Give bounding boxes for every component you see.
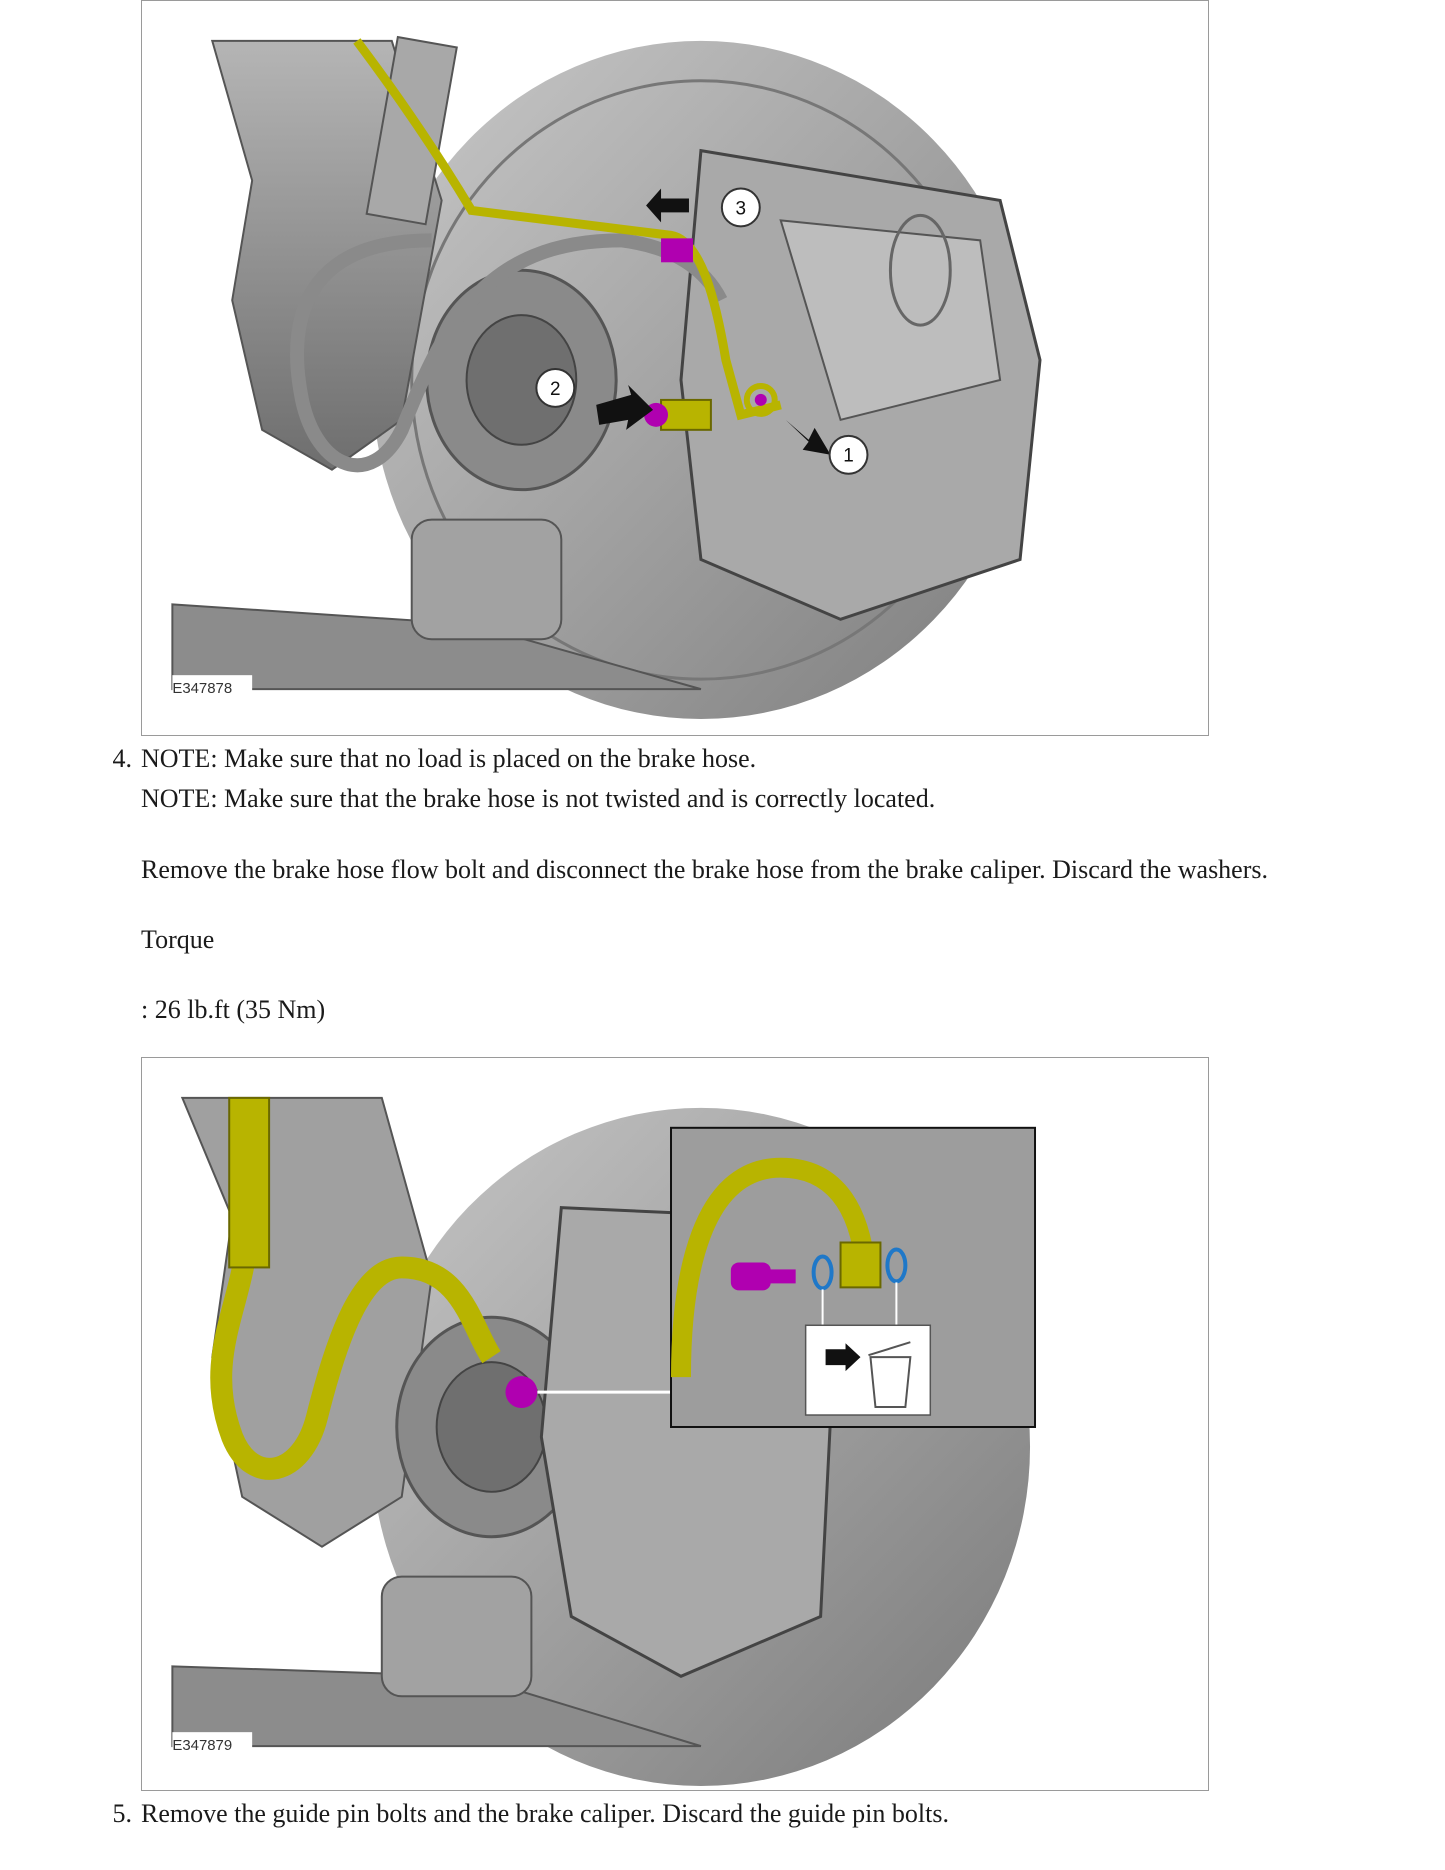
svg-text:3: 3 bbox=[735, 198, 747, 220]
figure-flow-bolt-removal bbox=[141, 1057, 1209, 1791]
illustration-brake-assembly-1 bbox=[142, 1, 1208, 735]
torque-label: Torque bbox=[141, 925, 215, 954]
note-text: NOTE: Make sure that no load is placed on the brake hose. bbox=[141, 744, 757, 773]
instruction-text: Remove the brake hose flow bolt and disconnect the brake hose from the brake caliper. Discard the washers. bbox=[141, 855, 1269, 884]
note-text: NOTE: Make sure that the brake hose is not twisted and is correctly located. bbox=[141, 784, 936, 813]
flow-bolt bbox=[755, 394, 767, 406]
callout-1 bbox=[830, 436, 868, 474]
flow-bolt bbox=[505, 1376, 537, 1408]
illustration-brake-assembly-2 bbox=[142, 1058, 1208, 1790]
figure-id: E347878 bbox=[172, 680, 233, 698]
step-number: 4. bbox=[112, 744, 132, 773]
clip-bolt bbox=[661, 238, 693, 262]
flow-bolt-detail bbox=[731, 1262, 771, 1290]
callout-2 bbox=[536, 369, 574, 407]
figure-id: E347879 bbox=[172, 1737, 233, 1755]
svg-text:2: 2 bbox=[550, 378, 561, 400]
step-number: 5. bbox=[112, 1799, 132, 1828]
inset-detail bbox=[671, 1128, 1035, 1427]
hose-bracket bbox=[661, 400, 711, 430]
torque-value: : 26 lb.ft (35 Nm) bbox=[141, 995, 326, 1024]
instruction-text: Remove the guide pin bolts and the brake caliper. Discard the guide pin bolts. bbox=[141, 1799, 949, 1828]
callout-3 bbox=[722, 188, 760, 226]
figure-brake-hose-routing bbox=[141, 0, 1209, 736]
trash-bin-icon bbox=[870, 1357, 910, 1407]
svg-text:1: 1 bbox=[843, 445, 854, 467]
discard-box bbox=[806, 1325, 931, 1415]
